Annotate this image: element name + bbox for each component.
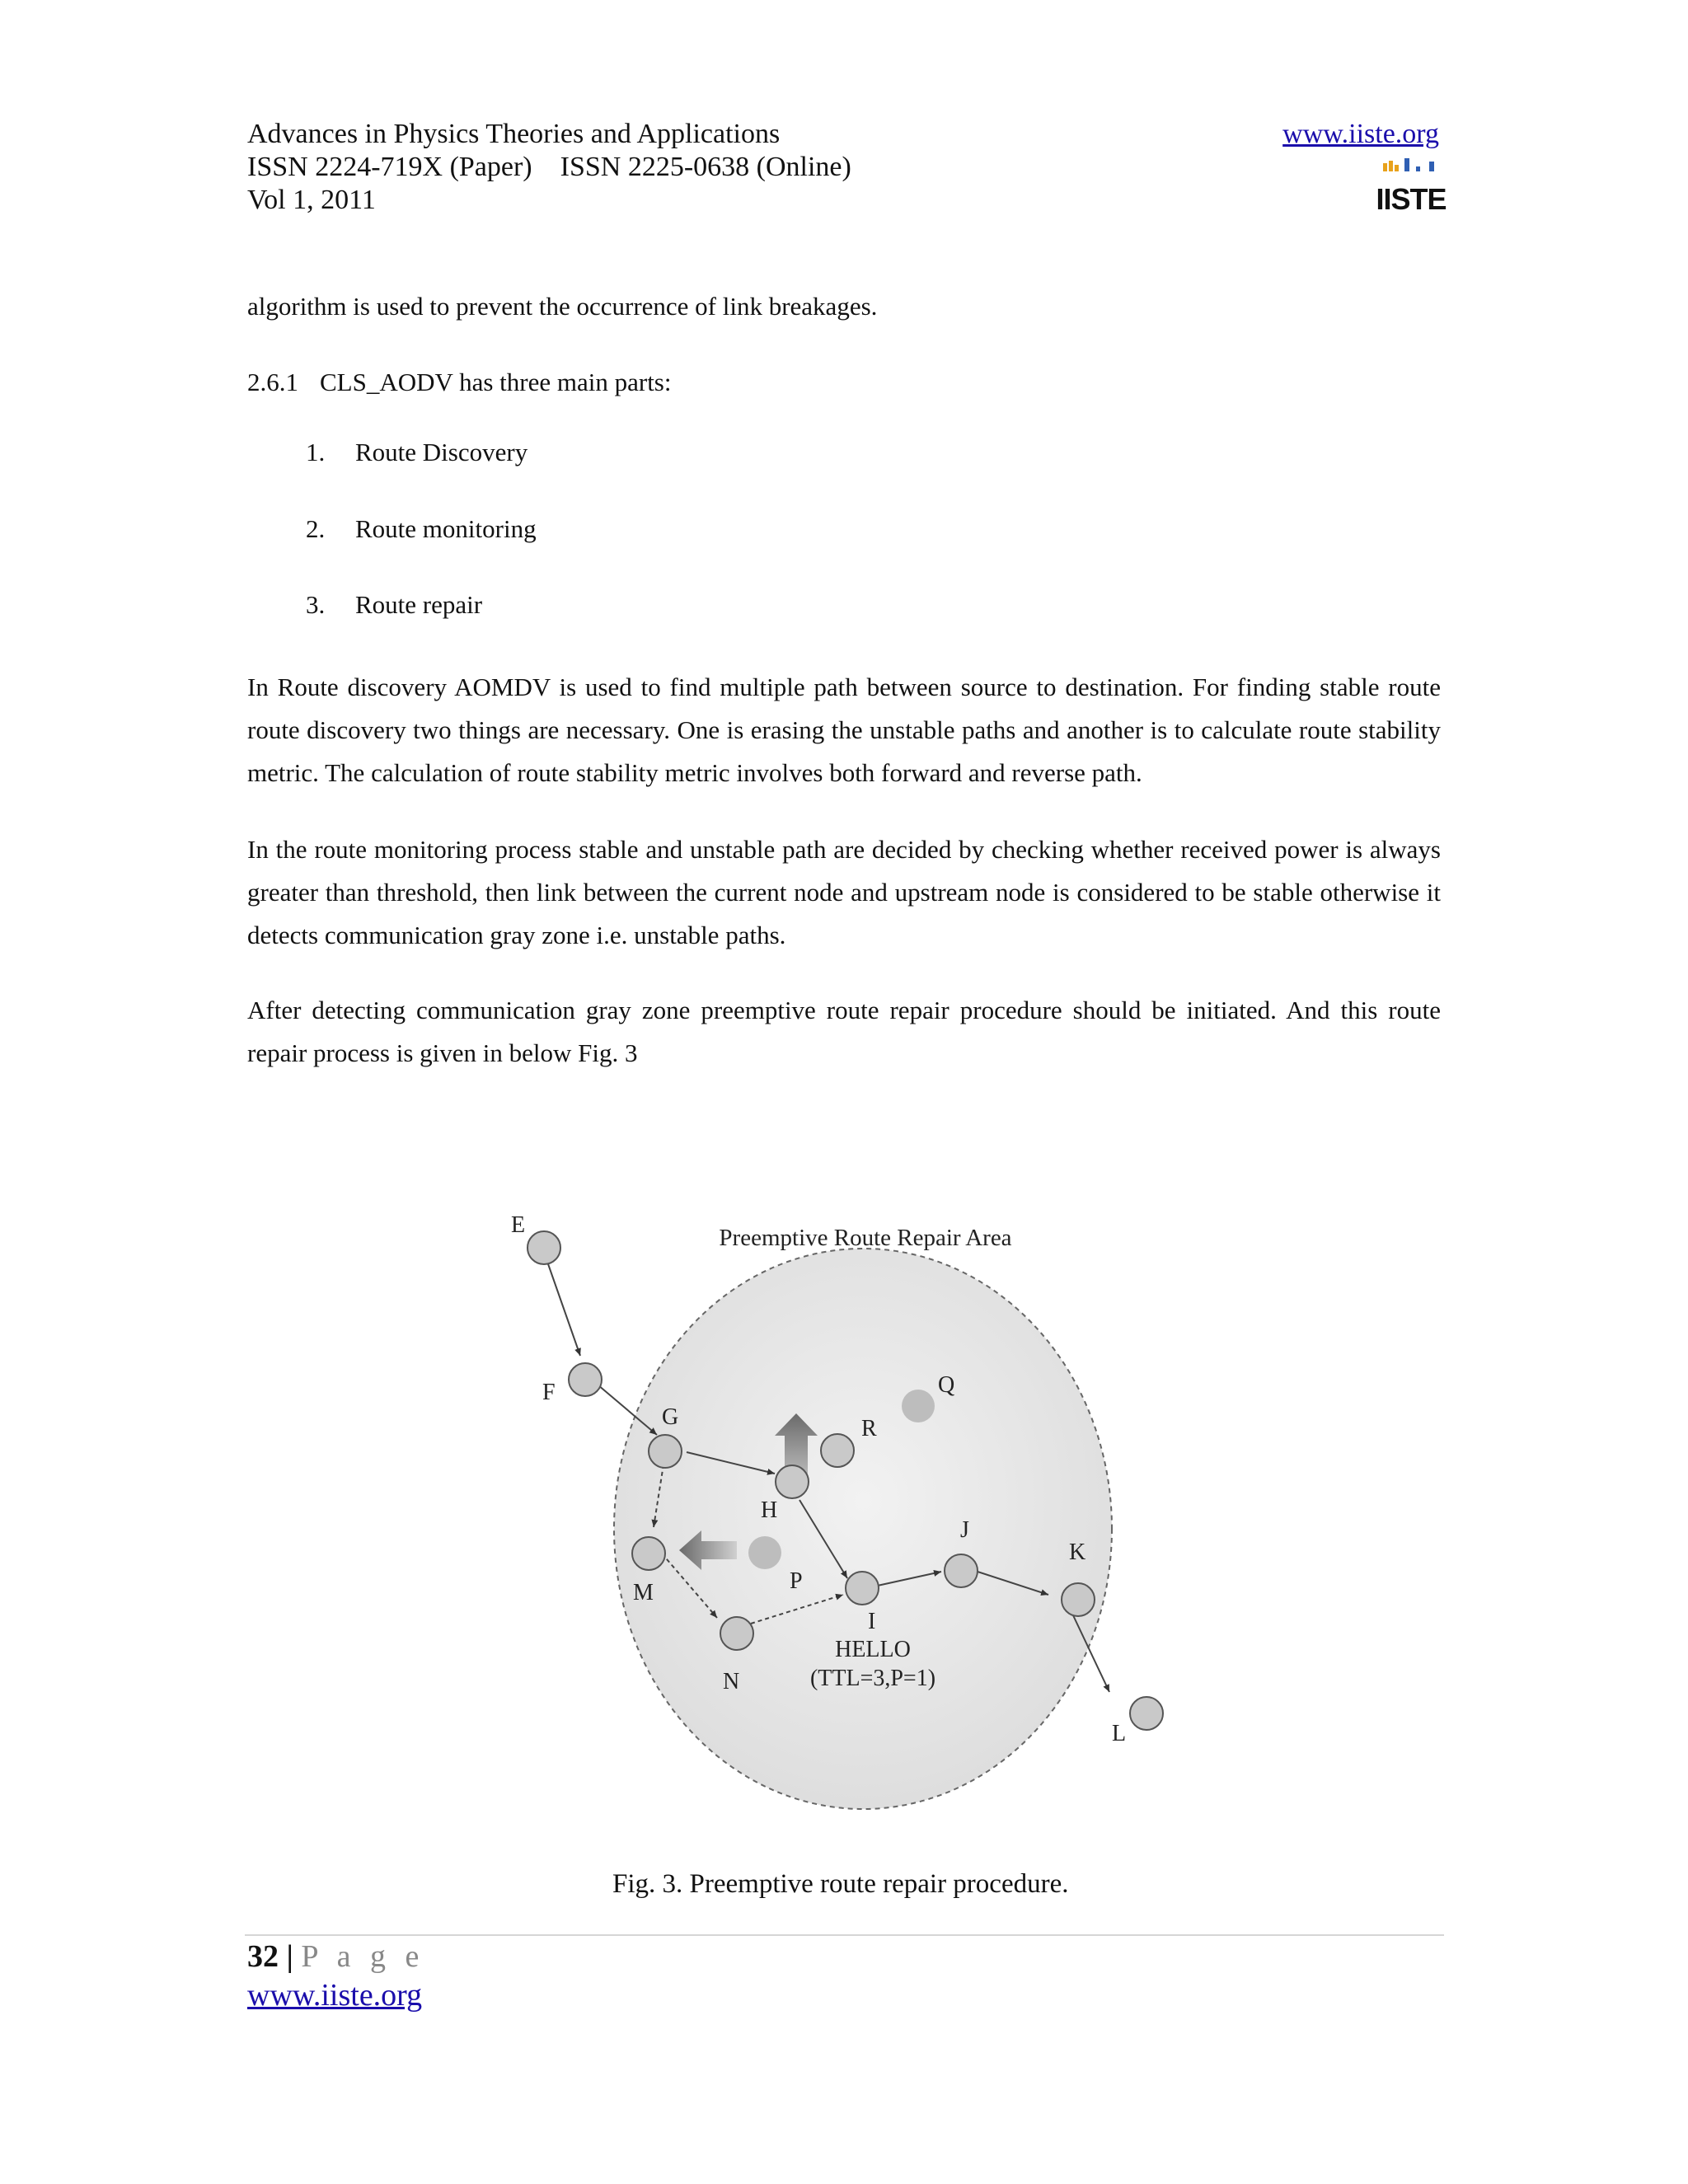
paragraph-route-monitoring: In the route monitoring process stable and unstable path are decided by checking whether received power is always greater than threshold, then link between the current node and upstream node is considered to be stable otherwise it detects communication gray zone i.e. unstable paths.: [247, 835, 1441, 949]
node-label-r: R: [861, 1416, 877, 1441]
list-item: [306, 590, 482, 620]
node-label-h: H: [761, 1497, 778, 1523]
preemptive-repair-area: [614, 1249, 1112, 1809]
section-heading: [247, 361, 671, 404]
node-k: [1062, 1583, 1095, 1616]
journal-title: Advances in Physics Theories and Applications: [247, 119, 781, 149]
figure-caption: Fig. 3. Preemptive route repair procedure.: [612, 1869, 1069, 1899]
node-j: [945, 1554, 978, 1587]
link-e-f: [546, 1259, 580, 1356]
issn-line: ISSN 2224-719X (Paper) ISSN 2225-0638 (Online): [247, 152, 851, 182]
list-text: Route Discovery: [355, 438, 528, 466]
intro-line: algorithm is used to prevent the occurrence of link breakages.: [247, 292, 878, 321]
list-text: Route monitoring: [355, 514, 537, 543]
section-title: CLS_AODV has three main parts:: [320, 368, 672, 396]
node-label-i: I: [868, 1609, 876, 1634]
list-number: 3.: [306, 590, 326, 619]
iiste-logo: [1376, 158, 1447, 216]
list-text: Route repair: [355, 590, 483, 619]
node-label-j: J: [960, 1517, 969, 1543]
page-word: P a g e: [301, 1939, 425, 1974]
list-number: 1.: [306, 438, 326, 466]
node-i: [846, 1572, 879, 1605]
node-label-f: F: [542, 1380, 556, 1405]
volume-line: Vol 1, 2011: [247, 185, 376, 215]
node-f: [569, 1363, 602, 1396]
list-item: [306, 438, 528, 467]
section-number: 2.6.1: [247, 368, 298, 396]
list-number: 2.: [306, 514, 326, 543]
logo-text: IISTE: [1376, 182, 1447, 216]
figure-3: [495, 1199, 1195, 1834]
node-n: [720, 1617, 753, 1650]
node-label-k: K: [1069, 1540, 1086, 1565]
list-item: [306, 514, 537, 544]
node-q: [902, 1390, 935, 1422]
node-e: [528, 1231, 560, 1264]
route-repair-diagram: [495, 1199, 1195, 1834]
hello-label: HELLO: [835, 1637, 911, 1662]
node-label-q: Q: [938, 1372, 955, 1398]
paragraph-route-discovery: In Route discovery AOMDV is used to find multiple path between source to destination. For finding stable route route discovery two things are necessary. One is erasing the unstable paths and another is to calculate route stability metric. The calculation of route stability metric involves both forward and reverse path.: [247, 673, 1441, 787]
footer-divider: [245, 1934, 1444, 1936]
page-number: 32: [247, 1939, 279, 1974]
iiste-logo-graphic: [1376, 158, 1447, 216]
paragraph-route-repair: After detecting communication gray zone preemptive route repair procedure should be initiated. And this route repair process is given in below Fig. 3: [247, 996, 1441, 1067]
node-p: [748, 1536, 781, 1569]
area-label: Preemptive Route Repair Area: [719, 1225, 1012, 1251]
node-label-l: L: [1112, 1721, 1127, 1746]
hello-params: (TTL=3,P=1): [809, 1666, 936, 1691]
node-m: [632, 1537, 665, 1570]
node-label-g: G: [662, 1404, 679, 1430]
node-l: [1130, 1697, 1163, 1730]
node-g: [649, 1435, 682, 1468]
footer-website-link[interactable]: www.iiste.org: [247, 1978, 423, 2013]
node-label-n: N: [723, 1669, 740, 1694]
node-label-p: P: [790, 1568, 803, 1594]
header-website-link[interactable]: www.iiste.org: [1282, 119, 1439, 149]
page-number-line: [247, 1938, 424, 1975]
node-label-e: E: [511, 1212, 526, 1238]
node-r: [821, 1434, 854, 1467]
node-label-m: M: [633, 1580, 654, 1605]
node-h: [776, 1465, 809, 1498]
page-separator: |: [286, 1939, 293, 1974]
